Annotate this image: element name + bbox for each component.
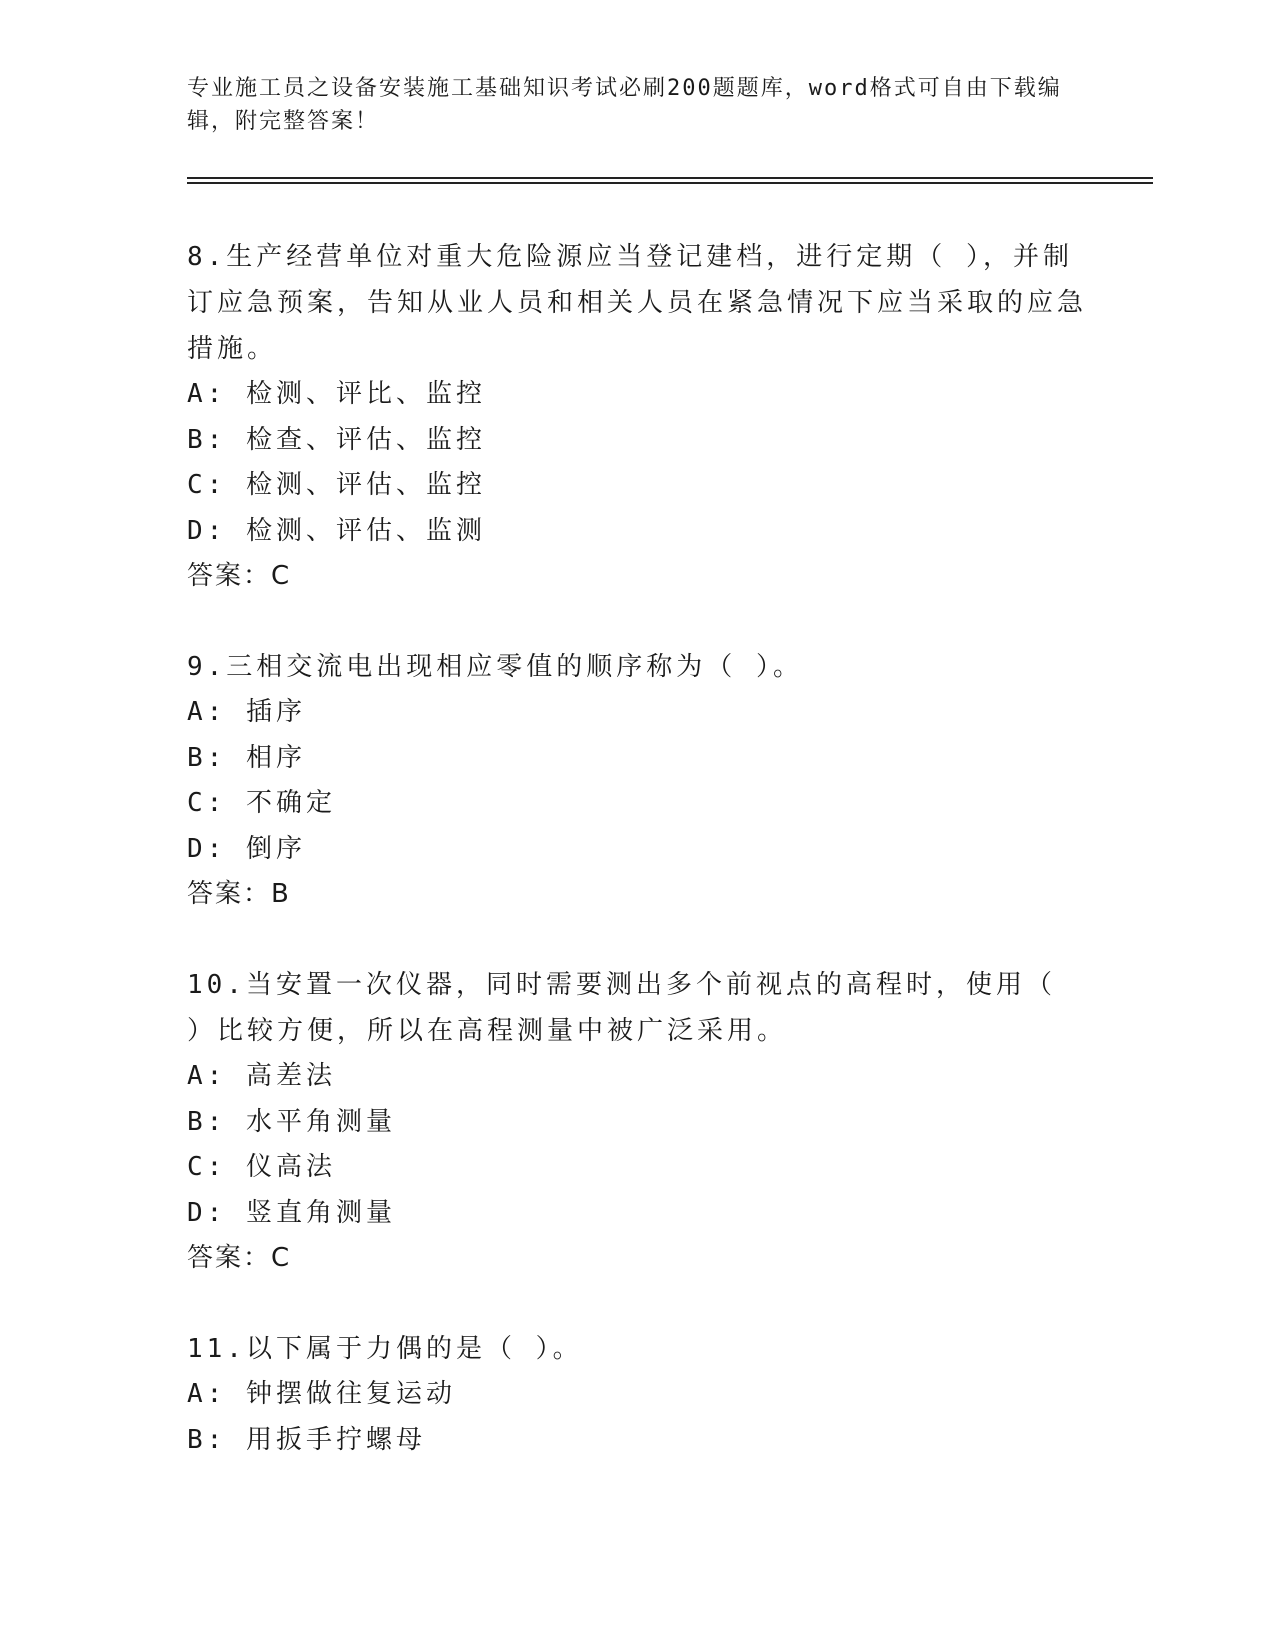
question-text: 9.三相交流电出现相应零值的顺序称为（ ）。	[187, 652, 803, 682]
question-list	[187, 234, 1087, 1508]
header-divider-top	[187, 177, 1153, 179]
question-text: 11.以下属于力偶的是（ ）。	[187, 1334, 583, 1364]
option-b: B: 相序	[187, 742, 306, 773]
option-a: A: 钟摆做往复运动	[187, 1379, 456, 1409]
option-b: B: 检查、评估、监控	[187, 424, 486, 455]
question-item	[187, 234, 1087, 599]
option-a: A: 检测、评比、监控	[187, 379, 486, 409]
question-text: 10.当安置一次仪器，同时需要测出多个前视点的高程时，使用（ ）比较方便，所以在高程测量中被广泛采用。	[187, 970, 1076, 1046]
option-b: B: 水平角测量	[187, 1106, 396, 1137]
answer-label: 答案：B	[187, 879, 291, 909]
option-a: A: 高差法	[187, 1061, 336, 1091]
option-d: D: 倒序	[187, 833, 306, 864]
option-c: C: 仪高法	[187, 1152, 336, 1182]
question-text: 8.生产经营单位对重大危险源应当登记建档，进行定期（ ），并制订应急预案，告知从业人员和相关人员在紧急情况下应当采取的应急措施。	[187, 242, 1088, 364]
header-divider-bottom	[187, 182, 1153, 184]
answer-label: 答案：C	[187, 561, 292, 591]
option-b: B: 用扳手拧螺母	[187, 1424, 426, 1455]
document-header: 专业施工员之设备安装施工基础知识考试必刷200题题库，word格式可自由下载编辑，附完整答案！	[187, 76, 1062, 134]
option-c: C: 不确定	[187, 788, 336, 818]
option-a: A: 插序	[187, 697, 306, 727]
answer-label: 答案：C	[187, 1243, 292, 1273]
question-item	[187, 962, 1087, 1281]
option-c: C: 检测、评估、监控	[187, 470, 486, 500]
option-d: D: 检测、评估、监测	[187, 515, 486, 546]
question-item	[187, 644, 1087, 917]
question-item	[187, 1326, 1087, 1463]
option-d: D: 竖直角测量	[187, 1197, 396, 1228]
